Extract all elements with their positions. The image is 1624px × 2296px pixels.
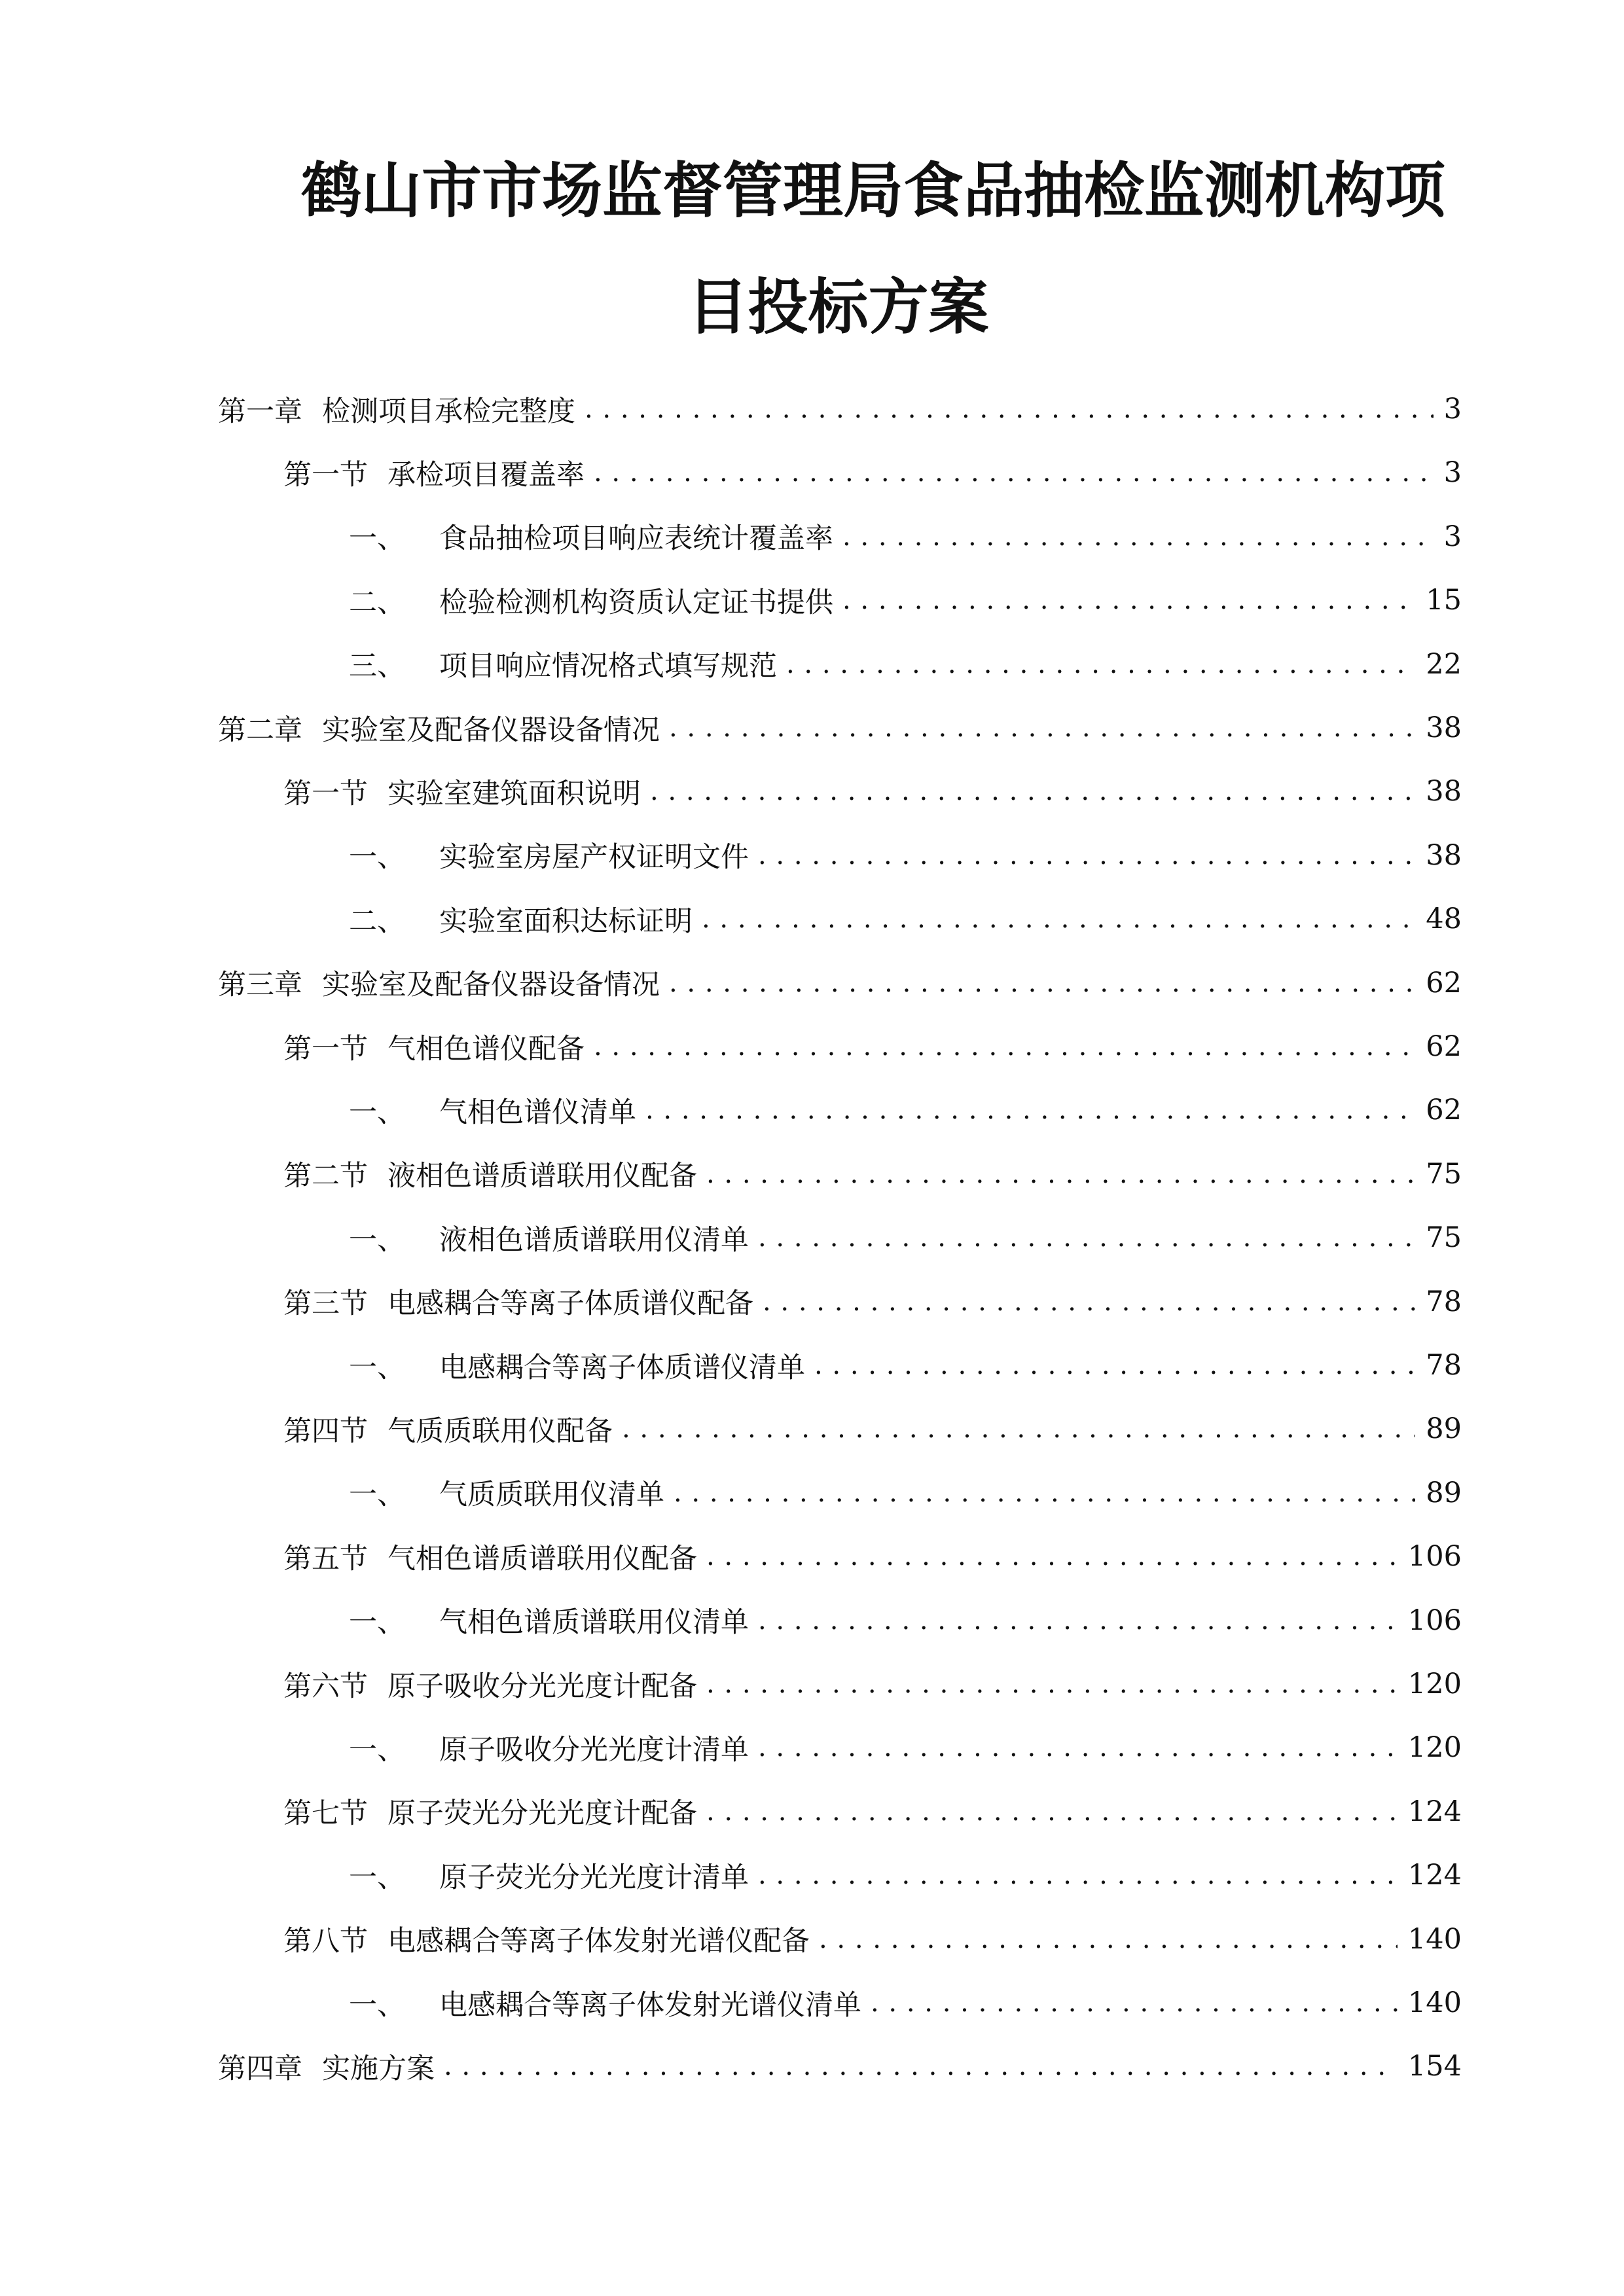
toc-entry-title: 检验检测机构资质认定证书提供	[439, 586, 833, 619]
toc-page-number: 120	[1407, 1731, 1462, 1765]
toc-entry-label	[349, 1856, 758, 1895]
toc-entry-prefix: 一、	[349, 1861, 405, 1894]
toc-entry[interactable]	[218, 383, 1462, 435]
toc-entry-prefix: 第四节	[283, 1414, 368, 1448]
toc-page-number: 89	[1426, 1412, 1462, 1446]
toc-page-number: 38	[1426, 711, 1462, 744]
toc-dot-leader	[786, 638, 1415, 691]
toc-entry-prefix: 第三章	[218, 969, 302, 1002]
toc-page-number: 62	[1426, 966, 1462, 999]
toc-entry-title: 实施方案	[322, 2052, 435, 2085]
toc-dot-leader	[645, 1084, 1415, 1136]
toc-dot-leader	[842, 574, 1415, 626]
toc-dot-leader	[706, 1658, 1398, 1710]
toc-page-number: 154	[1407, 2050, 1462, 2083]
toc-page-number: 75	[1426, 1157, 1462, 1191]
toc-entry-prefix: 第七节	[283, 1797, 368, 1831]
toc-page-number: 124	[1407, 1859, 1462, 1892]
toc-entry-label	[218, 963, 669, 1003]
toc-entry-prefix: 第一节	[283, 458, 368, 492]
toc-entry[interactable]	[283, 1148, 1462, 1200]
toc-entry-label	[349, 1218, 758, 1258]
toc-page-number: 3	[1443, 456, 1462, 490]
toc-entry-label	[349, 516, 842, 556]
toc-page-number: 38	[1426, 838, 1462, 872]
toc-page-number: 120	[1407, 1668, 1462, 1700]
toc-entry-title: 原子吸收分光光度计清单	[439, 1733, 749, 1767]
toc-entry-prefix: 一、	[349, 841, 405, 874]
toc-dot-leader	[758, 829, 1415, 882]
toc-entry-prefix: 一、	[349, 522, 405, 556]
toc-entry-label	[283, 772, 650, 812]
toc-entry-title: 气相色谱质谱联用仪清单	[439, 1606, 749, 1640]
toc-entry[interactable]	[349, 893, 1462, 945]
toc-entry[interactable]	[283, 1913, 1462, 1965]
toc-dot-leader	[758, 1721, 1398, 1774]
toc-dot-leader	[650, 765, 1415, 817]
toc-entry-title: 气质质联用仪清单	[439, 1479, 664, 1512]
toc-entry-label	[349, 1600, 758, 1640]
toc-entry-label	[218, 389, 585, 429]
toc-entry[interactable]	[283, 1658, 1462, 1710]
toc-entry-label	[349, 1473, 674, 1513]
toc-entry-label	[349, 1090, 645, 1130]
toc-dot-leader	[706, 1148, 1415, 1200]
toc-entry[interactable]	[349, 1339, 1462, 1391]
toc-page-number: 78	[1426, 1349, 1462, 1382]
toc-entry-title: 实验室房屋产权证明文件	[439, 841, 749, 874]
toc-entry-prefix: 第二节	[283, 1160, 368, 1193]
toc-entry-prefix: 一、	[349, 1096, 405, 1129]
toc-entry[interactable]	[349, 829, 1462, 882]
toc-entry-label	[283, 1537, 706, 1577]
toc-entry-label	[283, 1282, 763, 1321]
toc-entry[interactable]	[283, 1020, 1462, 1073]
toc-entry-title: 电感耦合等离子体质谱仪清单	[439, 1351, 805, 1384]
toc-entry-title: 气相色谱仪配备	[388, 1032, 585, 1066]
toc-dot-leader	[669, 957, 1415, 1009]
toc-entry[interactable]	[218, 702, 1462, 754]
toc-entry[interactable]	[349, 638, 1462, 691]
toc-dot-leader	[819, 1913, 1398, 1965]
toc-dot-leader	[758, 1594, 1398, 1647]
toc-entry-label	[283, 1664, 706, 1704]
toc-entry[interactable]	[349, 1721, 1462, 1774]
toc-entry-label	[218, 708, 669, 748]
toc-page-number: 38	[1426, 775, 1462, 808]
document-title-line-2: 目投标方案	[687, 272, 989, 342]
toc-entry-prefix: 第四章	[218, 2052, 302, 2085]
toc-entry-label	[283, 1791, 706, 1831]
toc-page-number: 3	[1443, 393, 1462, 425]
toc-entry-title: 原子荧光分光光度计配备	[388, 1797, 697, 1831]
toc-entry-title: 承检项目覆盖率	[388, 458, 585, 492]
toc-dot-leader	[763, 1276, 1415, 1328]
toc-entry[interactable]	[349, 574, 1462, 626]
toc-entry-title: 电感耦合等离子体发射光谱仪配备	[388, 1925, 810, 1958]
toc-entry-label	[283, 1154, 706, 1194]
toc-entry-prefix: 一、	[349, 1988, 405, 2022]
toc-entry-title: 原子吸收分光光度计配备	[388, 1670, 697, 1703]
toc-entry[interactable]	[283, 446, 1462, 499]
toc-entry-prefix: 一、	[349, 1351, 405, 1384]
toc-entry-prefix: 二、	[349, 586, 405, 619]
toc-entry-title: 实验室及配备仪器设备情况	[322, 969, 660, 1002]
toc-entry-prefix: 一、	[349, 1606, 405, 1640]
toc-page-number: 62	[1426, 1030, 1462, 1063]
toc-entry[interactable]	[283, 1403, 1462, 1455]
toc-entry[interactable]	[349, 1849, 1462, 1901]
toc-entry-title: 电感耦合等离子体发射光谱仪清单	[439, 1988, 861, 2022]
toc-dot-leader	[585, 383, 1434, 435]
toc-entry[interactable]	[283, 1530, 1462, 1583]
toc-entry-prefix: 第三节	[283, 1287, 368, 1321]
toc-entry-label	[349, 1346, 814, 1386]
toc-entry-prefix: 第一节	[283, 1032, 368, 1066]
toc-entry-title: 气相色谱仪清单	[439, 1096, 636, 1129]
toc-entry-prefix: 二、	[349, 905, 405, 938]
toc-entry-label	[349, 835, 758, 875]
toc-entry-prefix: 第五节	[283, 1542, 368, 1575]
toc-entry-title: 液相色谱质谱联用仪配备	[388, 1160, 697, 1193]
toc-entry-title: 气质质联用仪配备	[388, 1414, 613, 1448]
toc-dot-leader	[444, 2040, 1398, 2092]
toc-page-number: 22	[1426, 647, 1462, 681]
toc-entry-label	[349, 899, 702, 939]
toc-entry-prefix: 第八节	[283, 1925, 368, 1958]
toc-entry-prefix: 一、	[349, 1479, 405, 1512]
toc-entry-label	[349, 1983, 871, 2023]
toc-entry-title: 实验室及配备仪器设备情况	[322, 713, 660, 747]
toc-entry-label	[283, 1919, 819, 1959]
toc-dot-leader	[622, 1403, 1415, 1455]
document-title-line-1: 鹤山市市场监督管理局食品抽检监测机构项	[301, 156, 1446, 226]
toc-entry[interactable]	[218, 957, 1462, 1009]
toc-entry-title: 实验室面积达标证明	[439, 905, 693, 938]
toc-page-number: 106	[1407, 1540, 1462, 1573]
toc-entry-title: 电感耦合等离子体质谱仪配备	[388, 1287, 753, 1321]
toc-dot-leader	[706, 1785, 1398, 1838]
toc-entry-prefix: 第一章	[218, 395, 302, 428]
toc-entry-title: 原子荧光分光光度计清单	[439, 1861, 749, 1894]
toc-entry[interactable]	[349, 1211, 1462, 1264]
toc-dot-leader	[674, 1467, 1415, 1519]
toc-page-number: 106	[1407, 1604, 1462, 1637]
toc-page-number: 89	[1426, 1476, 1462, 1509]
toc-entry-prefix: 第一节	[283, 777, 368, 810]
toc-entry-label	[349, 1728, 758, 1768]
toc-entry[interactable]	[283, 765, 1462, 817]
toc-entry-title: 气相色谱质谱联用仪配备	[388, 1542, 697, 1575]
toc-entry[interactable]	[349, 1467, 1462, 1519]
toc-dot-leader	[594, 446, 1434, 499]
toc-entry-title: 实验室建筑面积说明	[388, 777, 641, 810]
toc-page-number: 124	[1407, 1795, 1462, 1828]
toc-dot-leader	[842, 511, 1434, 563]
toc-entry-title: 液相色谱质谱联用仪清单	[439, 1223, 749, 1257]
toc-page-number: 3	[1443, 520, 1462, 553]
toc-entry[interactable]	[349, 511, 1462, 563]
toc-dot-leader	[594, 1020, 1415, 1073]
toc-entry-prefix: 一、	[349, 1223, 405, 1257]
toc-entry[interactable]	[218, 2040, 1462, 2092]
toc-entry-prefix: 三、	[349, 650, 405, 683]
toc-entry-label	[349, 644, 786, 684]
toc-entry-title: 食品抽检项目响应表统计覆盖率	[439, 522, 833, 556]
toc-entry[interactable]	[283, 1785, 1462, 1838]
toc-dot-leader	[814, 1339, 1415, 1391]
toc-entry-prefix: 第二章	[218, 713, 302, 747]
toc-entry-title: 检测项目承检完整度	[322, 395, 575, 428]
toc-page-number: 140	[1407, 1986, 1462, 2019]
toc-page-number: 48	[1426, 903, 1462, 936]
toc-dot-leader	[871, 1977, 1398, 2029]
toc-dot-leader	[758, 1211, 1415, 1264]
toc-dot-leader	[706, 1530, 1398, 1583]
toc-entry-label	[283, 1027, 594, 1067]
toc-entry-prefix: 第六节	[283, 1670, 368, 1703]
toc-entry[interactable]	[349, 1084, 1462, 1136]
toc-page-number: 78	[1426, 1285, 1462, 1318]
toc-dot-leader	[758, 1849, 1398, 1901]
toc-entry-label	[218, 2047, 444, 2087]
toc-entry[interactable]	[283, 1276, 1462, 1328]
toc-entry[interactable]	[349, 1977, 1462, 2029]
toc-entry-title: 项目响应情况格式填写规范	[439, 650, 777, 683]
toc-entry-label	[283, 453, 594, 493]
toc-dot-leader	[702, 893, 1415, 945]
toc-entry-label	[349, 581, 842, 620]
toc-dot-leader	[669, 702, 1415, 754]
toc-entry-label	[283, 1409, 622, 1449]
toc-page-number: 15	[1426, 584, 1462, 617]
toc-entry[interactable]	[349, 1594, 1462, 1647]
toc-page-number: 140	[1407, 1922, 1462, 1956]
toc-page-number: 62	[1426, 1094, 1462, 1127]
toc-page-number: 75	[1426, 1221, 1462, 1255]
toc-entry-prefix: 一、	[349, 1733, 405, 1767]
